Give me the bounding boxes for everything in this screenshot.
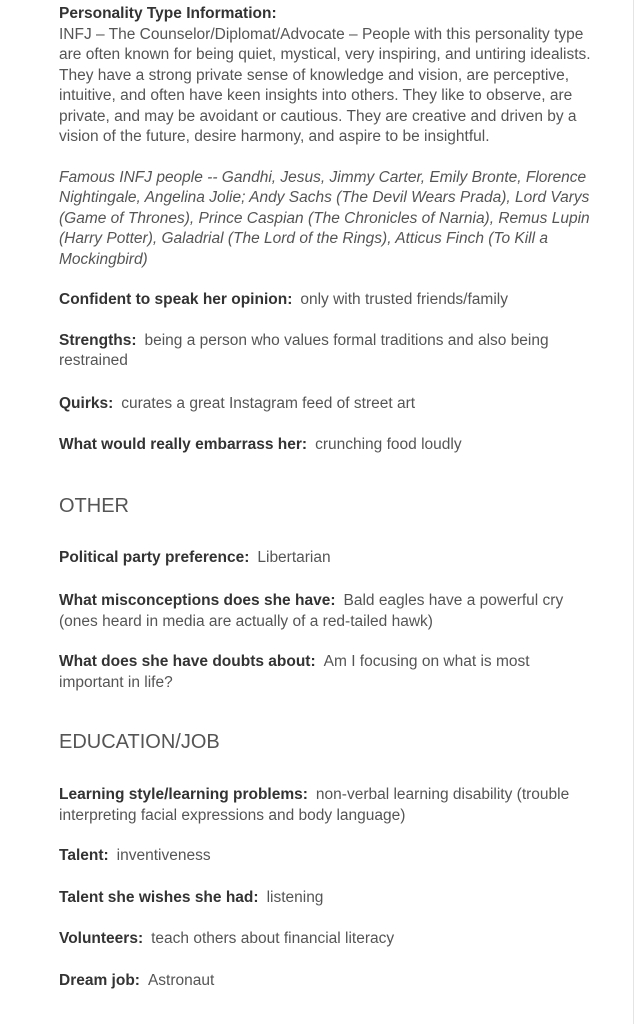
field-learning	[59, 785, 593, 826]
personality-title: Personality Type Information:	[59, 5, 277, 22]
field-volunteers	[59, 929, 593, 950]
field-strengths	[59, 331, 593, 372]
field-label: What misconceptions does she have:	[59, 592, 336, 609]
field-label: Political party preference:	[59, 548, 250, 566]
field-confident	[59, 290, 593, 311]
field-value: only with trusted friends/family	[300, 291, 508, 308]
field-label: Volunteers:	[59, 930, 144, 947]
field-value: non-verbal learning disability (trouble interpreting facial expressions and body language)	[59, 786, 570, 824]
field-label: Dream job:	[59, 971, 140, 989]
personality-section	[59, 4, 593, 270]
field-value: curates a great Instagram feed of street art	[121, 394, 416, 412]
section-heading-other: OTHER	[59, 494, 129, 517]
field-quirks	[59, 394, 593, 415]
field-talent	[59, 846, 593, 867]
field-value: teach others about financial literacy	[151, 930, 395, 947]
field-label: Talent:	[59, 847, 109, 864]
field-value: Astronaut	[147, 971, 215, 989]
field-value: Bald eagles have a powerful cry (ones heard in media are actually of a red-tailed hawk)	[59, 592, 564, 630]
field-label: Talent she wishes she had:	[59, 888, 259, 906]
field-label: What does she have doubts about:	[59, 653, 316, 670]
field-doubts	[59, 652, 593, 693]
famous-people: Famous INFJ people -- Gandhi, Jesus, Jimmy Carter, Emily Bronte, Florence Nightingale, Angelina Jolie; Andy Sachs (The Devil Wears Prada), Lord Varys (Game of Thrones), Prince Caspian (The Chronicles of Narnia), Remus Lupin (Harry Potter), Galadrial (The Lord of the Rings), Atticus Finch (To Kill a Mockingbird)	[59, 168, 590, 268]
section-heading-education: EDUCATION/JOB	[59, 731, 220, 753]
field-misconceptions	[59, 591, 593, 632]
field-label: Confident to speak her opinion:	[59, 291, 293, 308]
field-value: inventiveness	[116, 847, 211, 864]
field-value: listening	[266, 888, 324, 906]
field-value: Libertarian	[257, 548, 331, 566]
field-dream-job	[59, 971, 593, 992]
personality-description: INFJ – The Counselor/Diplomat/Advocate – People with this personality type are often known for being quiet, mystical, very inspiring, and untiring idealists. They have a strong private sense of knowledge and vision, are perceptive, intuitive, and often have keen insights into others. They like to observe, are private, and may be avoidant or cautious. They are creative and driven by a vision of the future, desire harmony, and aspire to be insightful.	[59, 25, 591, 145]
field-label: Strengths:	[59, 331, 137, 349]
field-talent-wish	[59, 888, 593, 909]
field-label: Quirks:	[59, 394, 114, 412]
field-value: Am I focusing on what is most important in life?	[59, 653, 530, 691]
field-label: What would really embarrass her:	[59, 436, 308, 453]
field-value: crunching food loudly	[315, 436, 462, 453]
field-value: being a person who values formal traditions and also being restrained	[59, 331, 549, 369]
field-embarrass	[59, 435, 593, 456]
field-label: Learning style/learning problems:	[59, 786, 308, 803]
field-political	[59, 548, 593, 569]
